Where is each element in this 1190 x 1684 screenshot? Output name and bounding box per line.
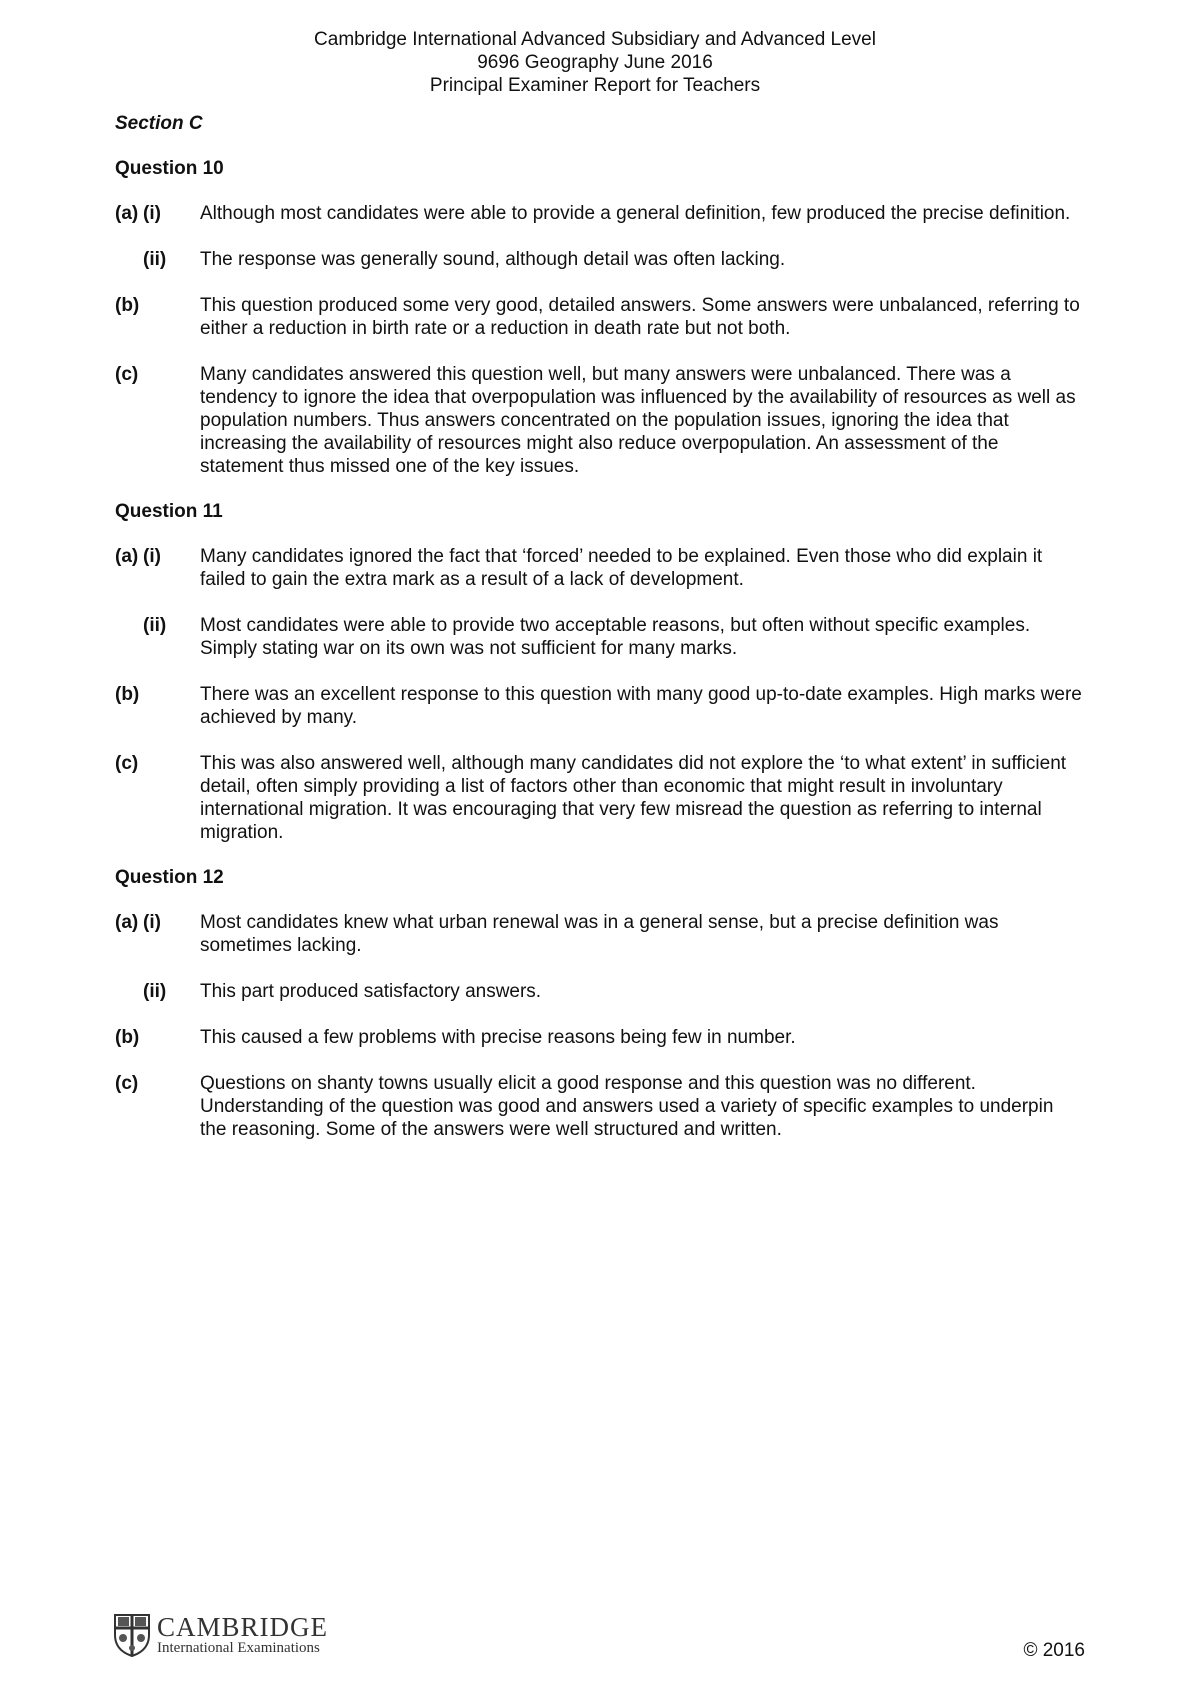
part-label bbox=[115, 980, 143, 1003]
part-label: (b) bbox=[115, 1027, 140, 1048]
question-item bbox=[115, 545, 1085, 591]
question-item bbox=[115, 294, 1085, 340]
item-text: The response was generally sound, although detail was often lacking. bbox=[200, 249, 786, 270]
subpart-label bbox=[143, 1072, 200, 1141]
item-text: Many candidates ignored the fact that ‘forced’ needed to be explained. Even those who did explain it failed to gain the extra mark as a result of a lack of development. bbox=[200, 546, 1043, 590]
report-body bbox=[115, 112, 1085, 1164]
page-header bbox=[0, 28, 1190, 97]
subpart-label bbox=[143, 294, 200, 340]
part-label bbox=[115, 614, 143, 660]
part-label: (a) bbox=[115, 546, 139, 567]
subpart-label: (ii) bbox=[143, 249, 167, 270]
subpart-label: (ii) bbox=[143, 981, 167, 1002]
logo-subtitle: International Examinations bbox=[157, 1640, 320, 1656]
question-block bbox=[115, 157, 1085, 478]
subpart-label bbox=[143, 363, 200, 478]
item-text: This caused a few problems with precise reasons being few in number. bbox=[200, 1027, 796, 1048]
item-text: This question produced some very good, detailed answers. Some answers were unbalanced, referring to either a reduction in birth rate or a reduction in death rate but not both. bbox=[200, 295, 1080, 339]
item-text: Questions on shanty towns usually elicit a good response and this question was no different. Understanding of the question was good and answers used a variety of specific examples to underpin the reasoning. Some of the answers were well structured and written. bbox=[200, 1073, 1054, 1140]
part-label: (c) bbox=[115, 1073, 139, 1094]
header-line-1: Cambridge International Advanced Subsidiary and Advanced Level bbox=[314, 29, 876, 50]
question-block bbox=[115, 866, 1085, 1141]
part-label: (c) bbox=[115, 364, 139, 385]
part-label: (c) bbox=[115, 753, 139, 774]
question-title: Question 11 bbox=[115, 501, 223, 522]
question-item bbox=[115, 1072, 1085, 1141]
question-item bbox=[115, 752, 1085, 844]
question-item bbox=[115, 1026, 1085, 1049]
logo-text bbox=[157, 1614, 328, 1656]
header-line-3: Principal Examiner Report for Teachers bbox=[429, 75, 761, 96]
item-text: Although most candidates were able to provide a general definition, few produced the precise definition. bbox=[200, 203, 1071, 224]
subpart-label bbox=[143, 1026, 200, 1049]
question-item bbox=[115, 911, 1085, 957]
item-text: This part produced satisfactory answers. bbox=[200, 981, 542, 1002]
subpart-label: (i) bbox=[143, 546, 161, 567]
question-item bbox=[115, 202, 1085, 225]
question-item bbox=[115, 980, 1085, 1003]
part-label bbox=[115, 248, 143, 271]
question-title: Question 10 bbox=[115, 158, 224, 179]
item-text: Most candidates knew what urban renewal was in a general sense, but a precise definition was sometimes lacking. bbox=[200, 912, 999, 956]
question-item bbox=[115, 363, 1085, 478]
part-label: (b) bbox=[115, 684, 140, 705]
copyright: © 2016 bbox=[1023, 1640, 1085, 1661]
crest-icon bbox=[113, 1613, 151, 1657]
subpart-label: (ii) bbox=[143, 615, 167, 636]
item-text: This was also answered well, although many candidates did not explore the ‘to what extent’ in sufficient detail, often simply providing a list of factors other than economic that might result in involuntary international migration. It was encouraging that very few misread the question as referring to internal migration. bbox=[200, 753, 1067, 843]
logo-title: CAMBRIDGE bbox=[157, 1612, 329, 1642]
part-label: (a) bbox=[115, 912, 139, 933]
subpart-label bbox=[143, 683, 200, 729]
subpart-label bbox=[143, 752, 200, 844]
header-line-2: 9696 Geography June 2016 bbox=[477, 52, 713, 73]
item-text: Most candidates were able to provide two acceptable reasons, but often without specific examples. Simply stating war on its own was not sufficient for many marks. bbox=[200, 615, 1031, 659]
subpart-label: (i) bbox=[143, 203, 161, 224]
item-text: There was an excellent response to this question with many good up-to-date examples. High marks were achieved by many. bbox=[200, 684, 1082, 728]
question-block bbox=[115, 500, 1085, 844]
item-text: Many candidates answered this question well, but many answers were unbalanced. There was a tendency to ignore the idea that overpopulation was influenced by the availability of resources as well as population numbers. Thus answers concentrated on the population issues, ignoring the idea that increasing the availability of resources might also reduce overpopulation. An assessment of the statement thus missed one of the key issues. bbox=[200, 364, 1076, 477]
question-title: Question 12 bbox=[115, 867, 224, 888]
subpart-label: (i) bbox=[143, 912, 161, 933]
question-item bbox=[115, 614, 1085, 660]
part-label: (a) bbox=[115, 203, 139, 224]
section-title: Section C bbox=[115, 113, 203, 134]
part-label: (b) bbox=[115, 295, 140, 316]
cambridge-logo bbox=[113, 1613, 328, 1657]
question-item bbox=[115, 248, 1085, 271]
question-item bbox=[115, 683, 1085, 729]
